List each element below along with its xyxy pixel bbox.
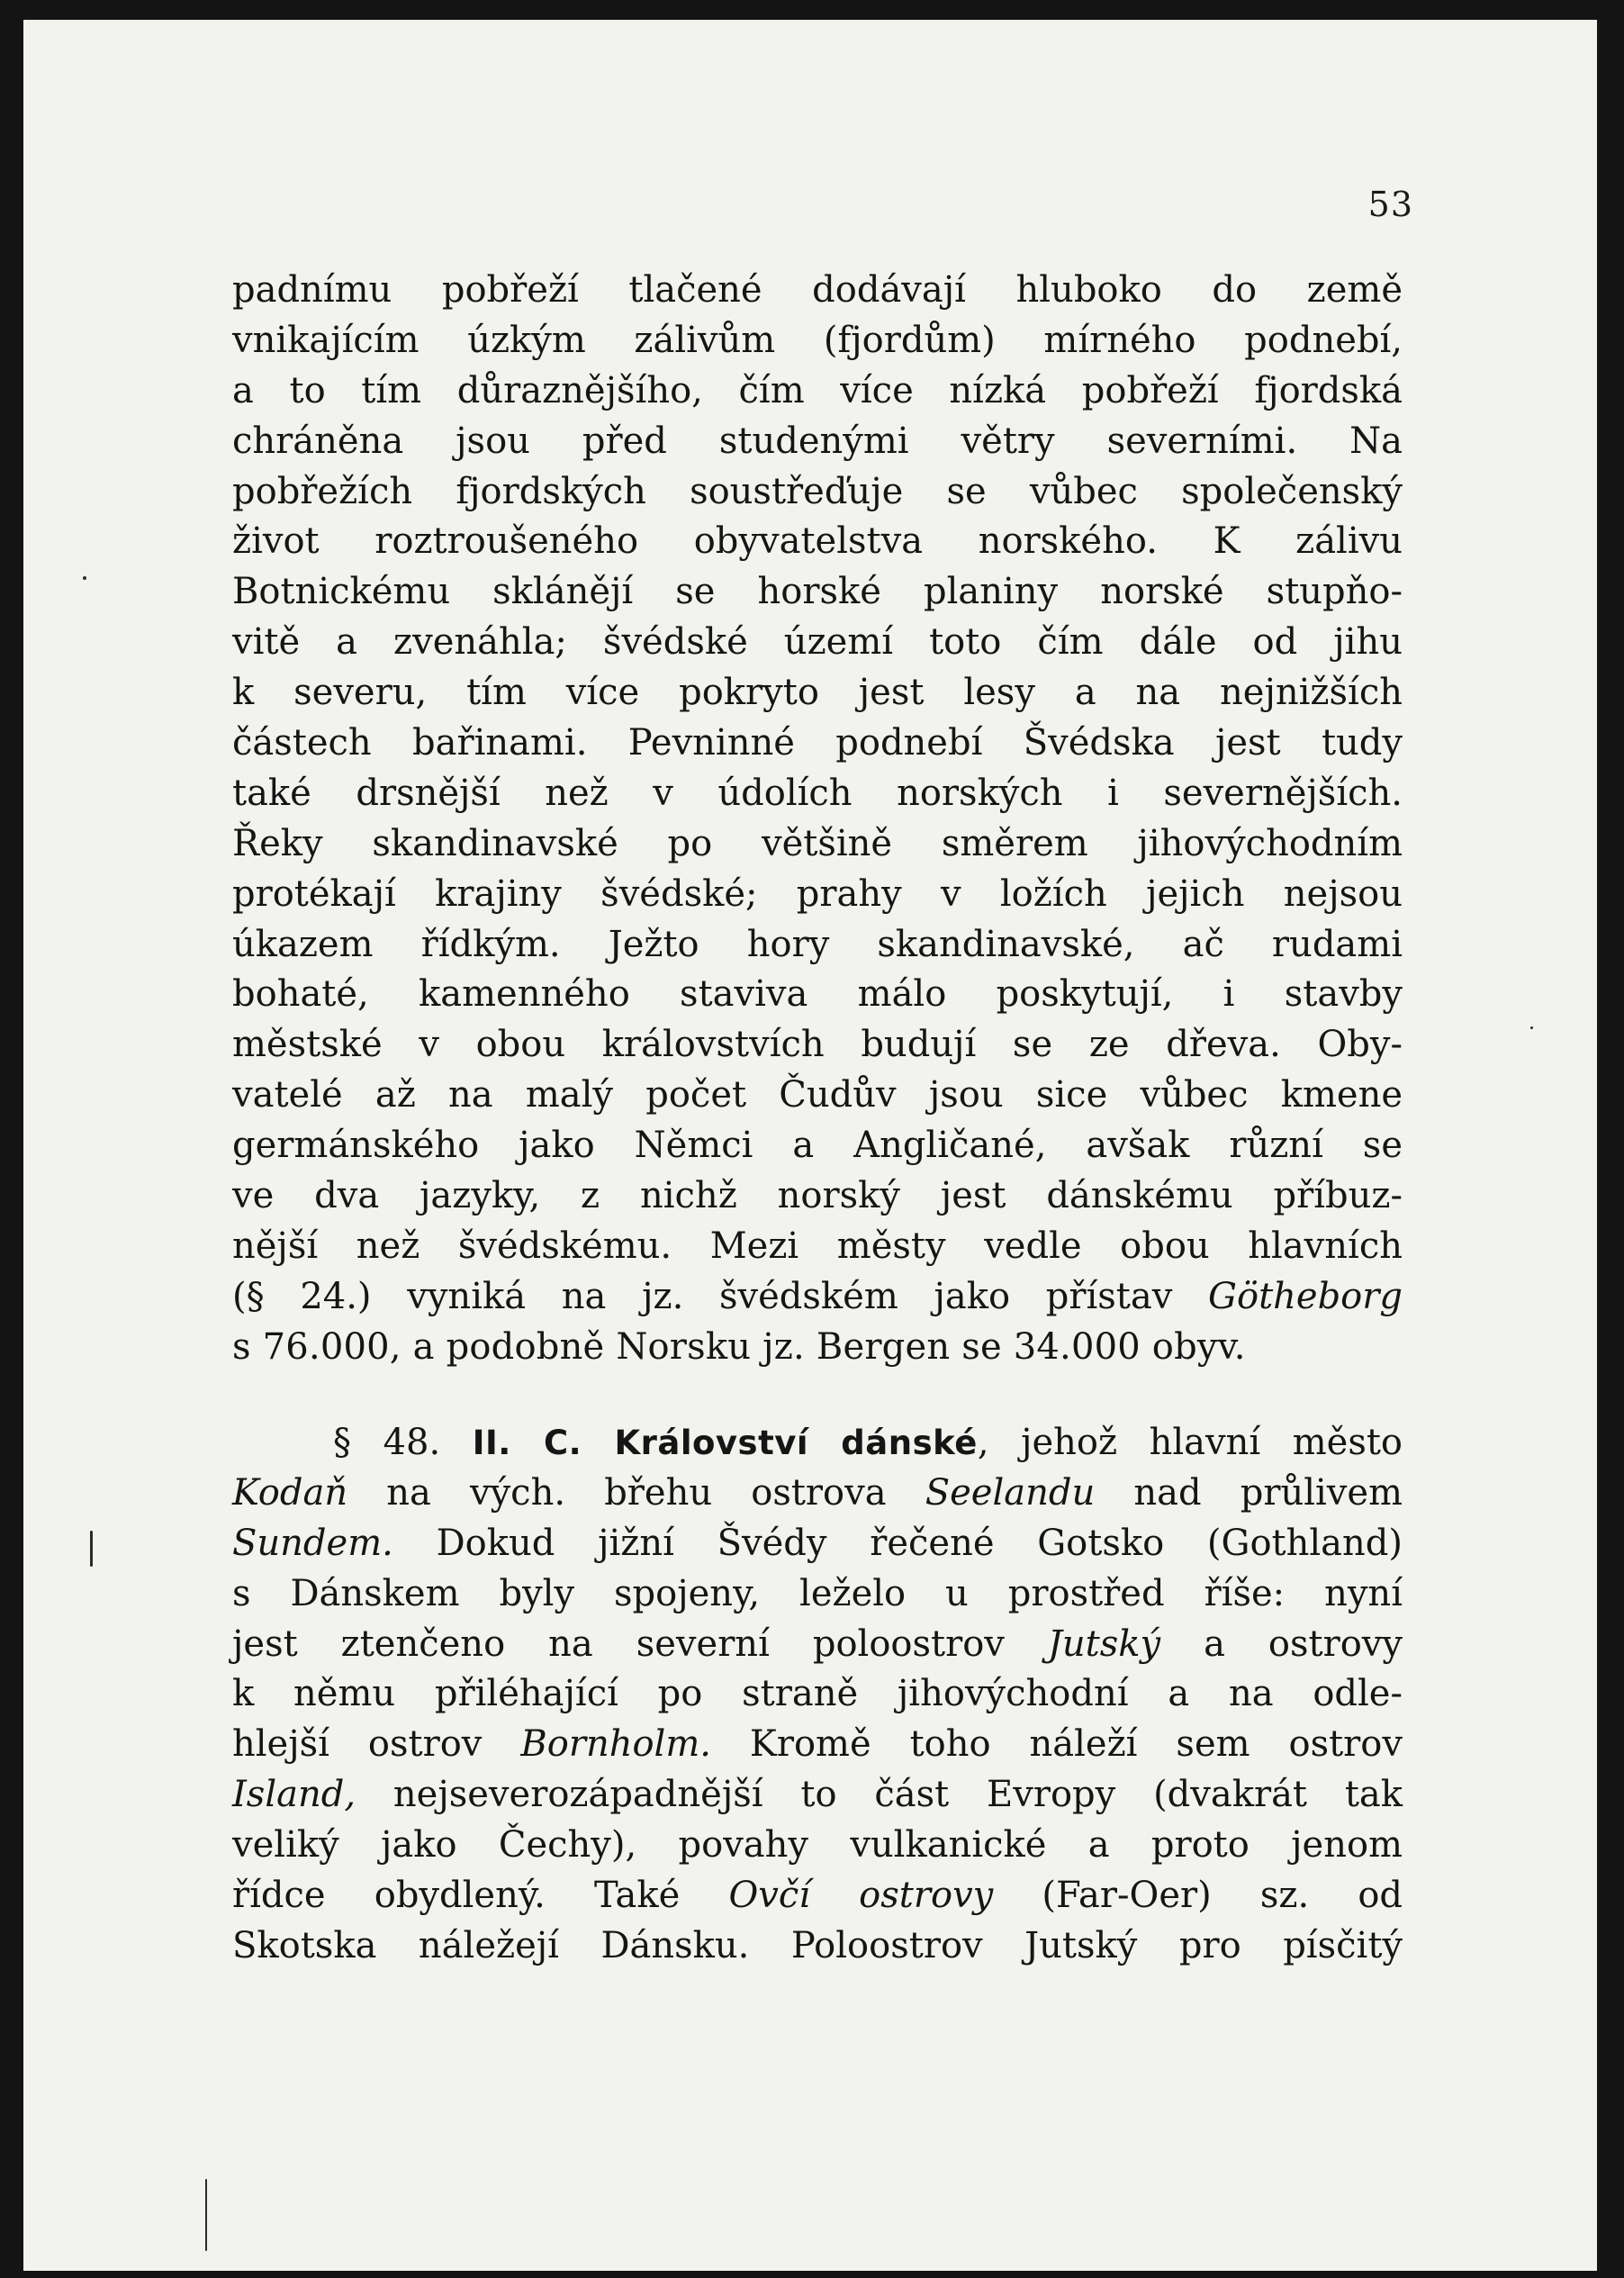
text-line xyxy=(232,1519,1403,1569)
text-run: , jehož hlavní město xyxy=(977,1422,1403,1463)
text-line: bohaté, kamenného staviva málo poskytují, i stavby xyxy=(232,973,1403,1016)
text-line: částech bařinami. Pevninné podnebí Švédska jest tudy xyxy=(232,722,1403,764)
text-line: protékají krajiny švédské; prahy v ložích jejich nejsou xyxy=(232,872,1403,915)
text-line: Skotska náležejí Dánsku. Poloostrov Jutský pro písčitý xyxy=(232,1924,1403,1966)
text-line: a to tím důraznějšího, čím více nízká pobřeží fjordská xyxy=(232,369,1403,411)
text-line: veliký jako Čechy), povahy vulkanické a proto jenom xyxy=(232,1824,1403,1867)
section-marker: § 48. xyxy=(333,1422,441,1463)
text-line: k němu přiléhající po straně jihovýchodní a na odle- xyxy=(232,1673,1403,1715)
place-name-italic: Jutský xyxy=(1047,1623,1161,1665)
text-run: hlejší ostrov xyxy=(232,1723,521,1766)
scan-border-top xyxy=(0,0,1624,20)
place-name-italic: Kodaň xyxy=(232,1471,348,1514)
text-line: život roztroušeného obyvatelstva norského. K zálivu xyxy=(232,520,1403,563)
text-line: k severu, tím více pokryto jest lesy a na nejnižších xyxy=(232,672,1403,714)
text-run: Dokud jižní Švédy řečené Gotsko (Gothland) xyxy=(392,1522,1403,1564)
text-run: a ostrovy xyxy=(1160,1623,1403,1665)
text-line xyxy=(232,1272,1403,1323)
scan-speck xyxy=(1530,1026,1533,1029)
section-48-paragraph xyxy=(232,1418,1403,1972)
text-line xyxy=(232,1620,1403,1670)
text-run: na vých. břehu ostrova xyxy=(347,1471,925,1514)
text-line xyxy=(232,1720,1403,1770)
scan-speck xyxy=(90,1531,93,1567)
text-line: vnikajícím úzkým zálivům (fjordům) mírného podnebí, xyxy=(232,319,1403,361)
place-name-italic: Ovčí ostrovy xyxy=(728,1875,994,1917)
section-heading: II. C. Království dánské xyxy=(472,1424,978,1462)
scan-speck xyxy=(83,576,86,580)
text-line: s Dánskem byly spojeny, leželo u prostřed říše: nyní xyxy=(232,1572,1403,1614)
text-line: s 76.000, a podobně Norsku jz. Bergen se 34.000 obyv. xyxy=(232,1325,1246,1368)
text-run: nad průlivem xyxy=(1095,1471,1403,1514)
scan-border-right xyxy=(1597,0,1624,2278)
text-line: vatelé až na malý počet Čudův jsou sice vůbec kmene xyxy=(232,1074,1403,1116)
text-line: také drsnější než v údolích norských i severnějších. xyxy=(232,772,1403,814)
text-line: Řeky skandinavské po většině směrem jihovýchodním xyxy=(232,822,1403,864)
text-line xyxy=(232,1871,1403,1921)
text-line: ve dva jazyky, z nichž norský jest dánskému příbuz- xyxy=(232,1175,1403,1217)
text-run: (Far-Oer) sz. od xyxy=(993,1875,1403,1917)
text-run: nejseverozápadnější to část Evropy (dvakrát tak xyxy=(356,1774,1403,1816)
text-run: řídce obydlený. Také xyxy=(232,1875,729,1917)
text-line: úkazem řídkým. Ježto hory skandinavské, ač rudami xyxy=(232,923,1403,965)
place-name-italic: Bornholm. xyxy=(520,1723,711,1766)
text-run: (§ 24.) vyniká na jz. švédském jako přístav xyxy=(232,1275,1209,1317)
section-heading-line xyxy=(232,1418,1403,1469)
place-name-italic: Götheborg xyxy=(1208,1275,1403,1317)
page-number: 53 xyxy=(1367,185,1413,224)
text-run: Kromě toho náleží sem ostrov xyxy=(710,1723,1403,1766)
place-name-italic: Seelandu xyxy=(925,1471,1096,1514)
scan-border-left xyxy=(0,0,23,2278)
text-line xyxy=(232,1469,1403,1519)
place-name-italic: Sundem. xyxy=(232,1522,393,1564)
text-line: vitě a zvenáhla; švédské území toto čím dále od jihu xyxy=(232,621,1403,664)
text-line: chráněna jsou před studenými větry severními. Na xyxy=(232,420,1403,462)
text-run: jest ztenčeno na severní poloostrov xyxy=(232,1623,1048,1665)
text-line: Botnickému sklánějí se horské planiny norské stupňo- xyxy=(232,571,1403,613)
scan-speck xyxy=(205,2179,207,2251)
place-name-italic: Island, xyxy=(232,1774,356,1816)
text-line xyxy=(232,1770,1403,1821)
text-line: nější než švédskému. Mezi městy vedle obou hlavních xyxy=(232,1225,1403,1267)
text-line: pobřežích fjordských soustřeďuje se vůbec společenský xyxy=(232,470,1403,512)
text-line: germánského jako Němci a Angličané, avšak různí se xyxy=(232,1125,1403,1167)
scan-border-bottom xyxy=(0,2271,1624,2278)
paragraph-continuation xyxy=(232,266,1403,1373)
text-line: padnímu pobřeží tlačené dodávají hluboko do země xyxy=(232,269,1403,311)
text-line: městské v obou královstvích budují se ze dřeva. Oby- xyxy=(232,1024,1403,1066)
